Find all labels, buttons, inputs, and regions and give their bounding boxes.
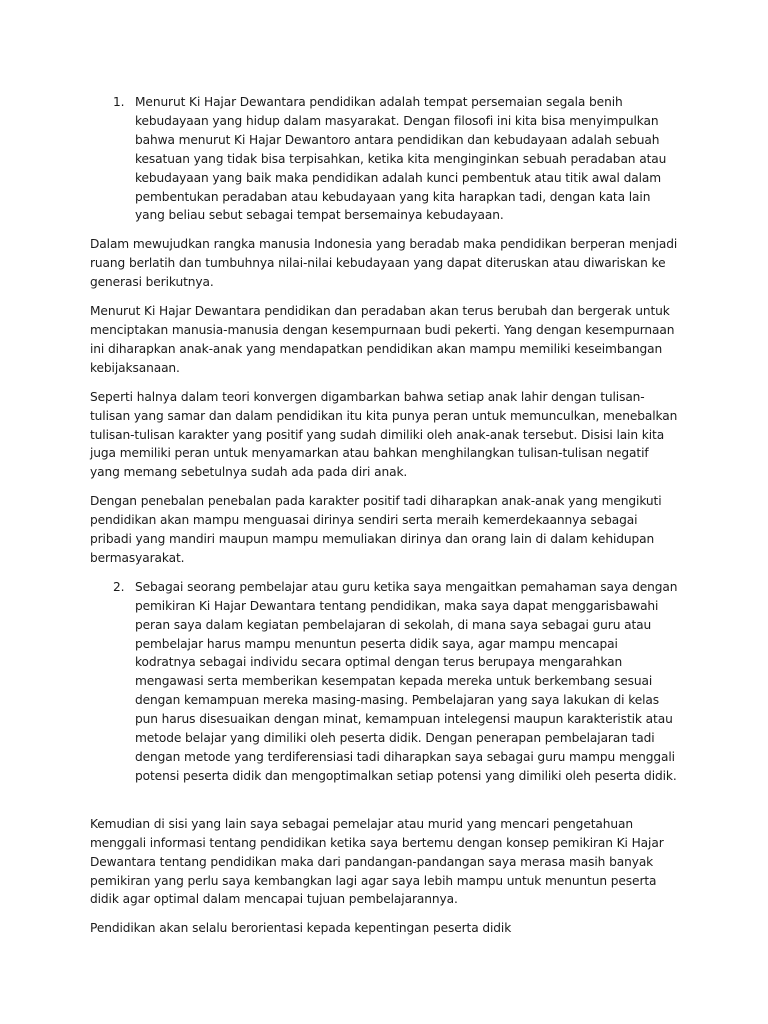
paragraph: Kemudian di sisi yang lain saya sebagai pemelajar atau murid yang mencari pengetahuan menggali informasi tentang pendidikan ketika saya bertemu dengan konsep pemikiran Ki Hajar Dewantara tentang pendidikan maka dari pandangan-pandangan saya merasa masih banyak pemikiran yang perlu saya kembangkan lagi agar saya lebih mampu untuk menuntun peserta didik agar optimal dalam mencapai tujuan pembelajarannya. [90,816,664,907]
paragraph: Seperti halnya dalam teori konvergen digambarkan bahwa setiap anak lahir dengan tulisan-tulisan yang samar dan dalam pendidikan itu kita punya peran untuk memunculkan, menebalkan tulisan-tulisan karakter yang positif yang sudah dimiliki oleh anak-anak tersebut. Disisi lain kita juga memiliki peran untuk menyamarkan atau bahkan menghilangkan tulisan-tulisan negatif yang memang sebetulnya sudah ada pada diri anak. [90,389,678,480]
blank-line [90,796,678,815]
list-number: 2. [113,579,125,594]
paragraph: Dengan penebalan penebalan pada karakter positif tadi diharapkan anak-anak yang mengikuti pendidikan akan mampu menguasai dirinya sendiri serta meraih kemerdekaannya sebagai pribadi yang mandiri maupun mampu memuliakan dirinya dan orang lain di dalam kehidupan bermasyarakat. [90,494,662,565]
list-item-text: Sebagai seorang pembelajar atau guru ketika saya mengaitkan pemahaman saya dengan pemikiran Ki Hajar Dewantara tentang pendidikan, maka saya dapat menggarisbawahi peran saya dalam kegiatan pembelajaran di sekolah, di mana saya sebagai guru atau pembelajar harus mampu menuntun peserta didik saya, agar mampu mencapai kodratnya sebagai individu secara optimal dengan terus berupaya mengarahkan mengawasi serta memberikan kesempatan kepada mereka untuk berkembang sesuai dengan kemampuan mereka masing-masing. Pembelajaran yang saya lakukan di kelas pun harus disesuaikan dengan minat, kemampuan intelegensi maupun karakteristik atau metode belajar yang dimiliki oleh peserta didik. Dengan penerapan pembelajaran tadi dengan metode yang terdiferensiasi tadi diharapkan saya sebagai guru mampu menggali potensi peserta didik dan mengoptimalkan setiap potensi yang dimiliki oleh peserta didik. [135,579,678,783]
list-number: 1. [113,95,125,109]
paragraph: Pendidikan akan selalu berorientasi kepada kepentingan peserta didik [90,921,512,936]
numbered-item-2 [90,578,678,786]
list-item-text: Menurut Ki Hajar Dewantara pendidikan adalah tempat persemaian segala benih kebudayaan yang hidup dalam masyarakat. Dengan filosofi ini kita bisa menyimpulkan bahwa menurut Ki Hajar Dewantoro antara pendidikan dan kebudayaan adalah sebuah kesatuan yang tidak bisa terpisahkan, ketika kita menginginkan sebuah peradaban atau kebudayaan yang baik maka pendidikan adalah kunci pembentuk atau titik awal dalam pembentukan peradaban atau kebudayaan yang kita harapkan tadi, dengan kata lain yang beliau sebut sebagai tempat bersemainya kebudayaan. [135,95,667,223]
numbered-item-1 [90,93,678,225]
paragraph: Menurut Ki Hajar Dewantara pendidikan dan peradaban akan terus berubah dan bergerak untuk menciptakan manusia-manusia dengan kesempurnaan budi pekerti. Yang dengan kesempurnaan ini diharapkan anak-anak yang mendapatkan pendidikan akan mampu memiliki keseimbangan kebijaksanaan. [90,304,675,375]
document-body [90,93,678,948]
paragraph: Dalam mewujudkan rangka manusia Indonesia yang beradab maka pendidikan berperan menjadi ruang berlatih dan tumbuhnya nilai-nilai kebudayaan yang dapat diteruskan atau diwariskan ke generasi berikutnya. [90,237,678,290]
